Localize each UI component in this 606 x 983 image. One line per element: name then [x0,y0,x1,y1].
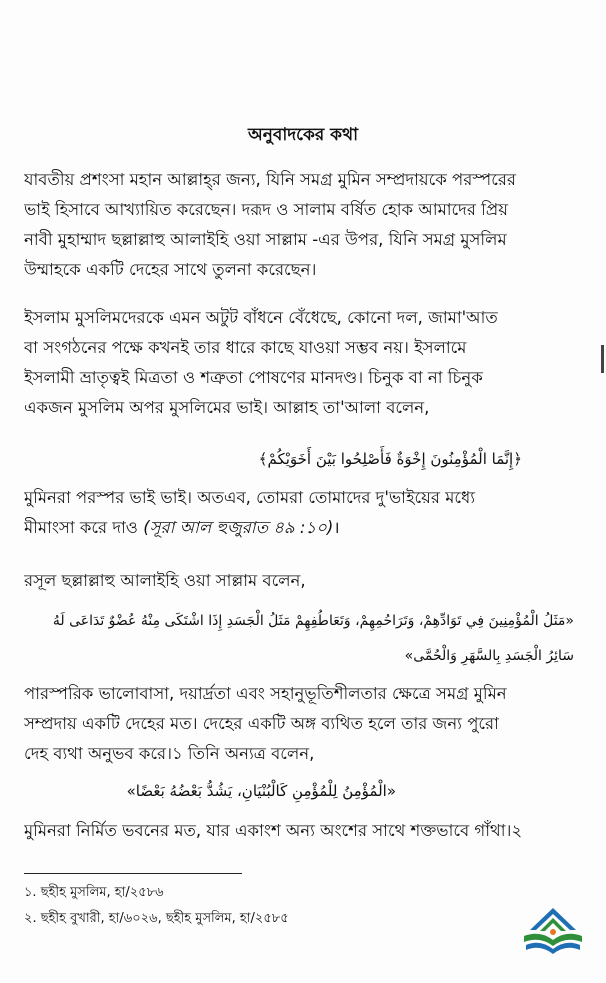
paragraph-brotherhood [24,303,580,423]
margin-mark [601,345,604,373]
book-publisher-logo-icon [518,902,588,962]
text-line: যাবতীয় প্রশংসা মহান আল্লাহ্‌র জন্য, যিনি সমগ্র মুমিন সম্প্রদায়কে পরস্পরের [24,170,517,189]
text-line [24,513,580,543]
quran-verse-arabic: ﴿إِنَّمَا الْمُؤْمِنُونَ إِخْوَةٌ فَأَصْلِحُوا بَيْنَ أَخَوَيْكُمْ﴾ [258,450,522,468]
text-line: নাবী মুহাম্মাদ ছল্লাল্লাহু আলাইহি ওয়া সাল্লাম -এর উপর, যিনি সমগ্র মুসলিম [24,230,507,249]
footnote-divider [24,873,242,874]
text-line: পারস্পরিক ভালোবাসা, দয়ার্দ্রতা এবং সহানুভূতিশীলতার ক্ষেত্রে সমগ্র মুমিন [24,684,507,703]
text-line: মুমিনরা পরস্পর ভাই ভাই। অতএব, তোমরা তোমাদের দু'ভাইয়ের মধ্যে [24,488,476,507]
text-line: ইসলাম মুসলিমদেরকে এমন অটুট বাঁধনে বেঁধেছে, কোনো দল, জামা'আত [24,308,498,327]
text-line: দেহ ব্যথা অনুভব করে।১ তিনি অন্যত্র বলেন, [24,744,315,763]
text-segment: মীমাংসা করে দাও [24,518,144,537]
text-line: বা সংগঠনের পক্ষে কখনই তার ধারে কাছে যাওয়া সম্ভব নয়। ইসলামে [24,338,467,357]
page-title: অনুবাদকের কথা [247,125,359,145]
paragraph-prophet-said [24,566,580,596]
text-line: ইসলামী ভ্রাতৃত্বই মিত্রতা ও শত্রুতা পোষণের মানদণ্ড। চিনুক বা না চিনুক [24,368,483,387]
paragraph-building [24,816,580,846]
text-line: ভাই হিসাবে আখ্যায়িত করেছেন। দরূদ ও সালাম বর্ষিত হোক আমাদের প্রিয় [24,200,508,219]
verse-reference: (সূরা আল হুজুরাত ৪৯ :১০) [143,518,334,537]
text-line: একজন মুসলিম অপর মুসলিমের ভাই। আল্লাহ তা'আলা বলেন, [24,398,430,417]
paragraph-verse-translation [24,483,580,543]
hadith-arabic-2: «الْمُؤْمِنُ لِلْمُؤْمِنِ كَالْبُنْيَانِ، يَشُدُّ بَعْضُهُ بَعْضًا» [126,782,396,800]
footnote-1: ১. ছহীহ মুসলিম, হা/২৫৮৬ [24,885,164,900]
paragraph-hadith-translation [24,679,580,769]
text-line: উম্মাহকে একটি দেহের সাথে তুলনা করেছেন। [24,260,317,279]
paragraph-praise [24,165,580,285]
hadith-arabic-line-1: «مَثَلُ الْمُؤْمِنِينَ فِي تَوَادِّهِمْ، وَتَرَاحُمِهِمْ، وَتَعَاطُفِهِمْ مَثَلُ الْجَسَدِ إِذَا اشْتَكَى مِنْهُ عُضْوٌ تَدَاعَى لَهُ [52,613,574,629]
text-line: রসূল ছল্লাল্লাহু আলাইহি ওয়া সাল্লাম বলেন, [24,571,306,590]
text-line: সম্প্রদায় একটি দেহের মত। দেহের একটি অঙ্গ ব্যথিত হলে তার জন্য পুরো [24,714,499,733]
footnote-2: ২. ছহীহ বুখারী, হা/৬০২৬, ছহীহ মুসলিম, হা/২৫৮৫ [24,911,289,926]
hadith-arabic-line-2: سَائِرُ الْجَسَدِ بِالسَّهَرِ وَالْحُمَّى» [404,648,574,664]
text-line: মুমিনরা নির্মিত ভবনের মত, যার একাংশ অন্য অংশের সাথে শক্তভাবে গাঁথা।২ [24,821,523,840]
text-segment: । [333,518,340,537]
